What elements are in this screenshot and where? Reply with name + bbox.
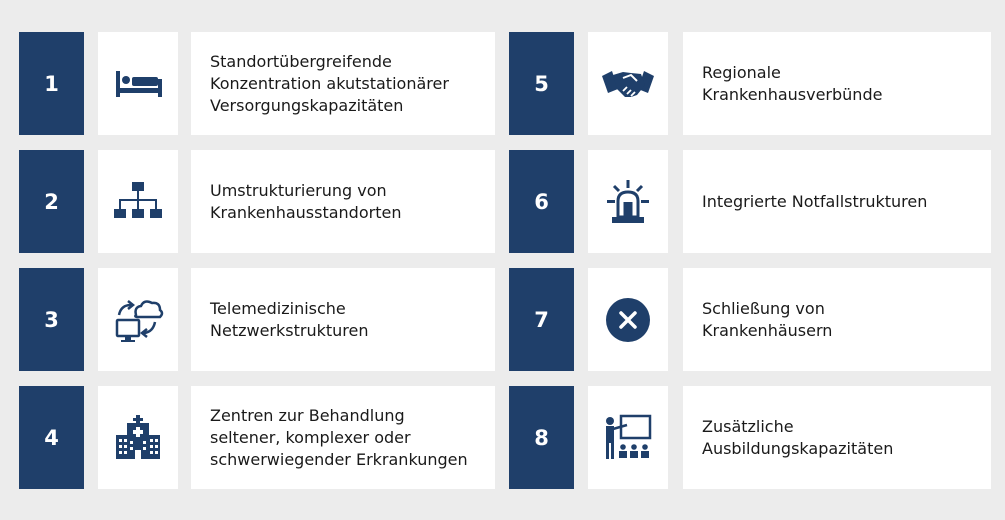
item-text-box: [683, 268, 991, 371]
item-icon-box: [98, 386, 178, 489]
org-chart-icon: [111, 177, 165, 227]
item-text-box: [191, 268, 495, 371]
item-text: Telemedizinische Netzwerkstrukturen: [210, 298, 369, 340]
item-number: 5: [509, 32, 574, 135]
hospital-bed-icon: [111, 59, 165, 109]
item-text-box: [191, 386, 495, 489]
training-presentation-icon: [601, 413, 655, 463]
item-icon-box: [588, 386, 668, 489]
item-number: 4: [19, 386, 84, 489]
item-text: Integrierte Notfallstrukturen: [702, 191, 928, 211]
item-icon-box: [98, 32, 178, 135]
item-number: 6: [509, 150, 574, 253]
item-text: Zusätzliche Ausbildungskapazitäten: [702, 416, 894, 458]
item-number: 8: [509, 386, 574, 489]
item-text-box: [683, 386, 991, 489]
item-icon-box: [588, 268, 668, 371]
item-text: Standortübergreifende Konzentration akutstationärer Versorgungskapazitäten: [210, 51, 449, 115]
item-number: 1: [19, 32, 84, 135]
close-circle-icon: [601, 295, 655, 345]
handshake-icon: [601, 59, 655, 109]
item-icon-box: [588, 32, 668, 135]
item-icon-box: [588, 150, 668, 253]
item-number: 3: [19, 268, 84, 371]
item-text-box: [191, 32, 495, 135]
item-text-box: [191, 150, 495, 253]
hospital-building-icon: [111, 413, 165, 463]
item-text: Schließung von Krankenhäusern: [702, 298, 833, 340]
item-number: 2: [19, 150, 84, 253]
telemedicine-cloud-icon: [111, 295, 165, 345]
item-text: Umstrukturierung von Krankenhausstandorten: [210, 180, 402, 222]
item-text-box: [683, 150, 991, 253]
item-text-box: [683, 32, 991, 135]
item-icon-box: [98, 268, 178, 371]
item-text: Zentren zur Behandlung seltener, komplexer oder schwerwiegender Erkrankungen: [210, 405, 468, 469]
emergency-siren-icon: [601, 177, 655, 227]
item-icon-box: [98, 150, 178, 253]
item-text: Regionale Krankenhausverbünde: [702, 62, 883, 104]
item-number: 7: [509, 268, 574, 371]
